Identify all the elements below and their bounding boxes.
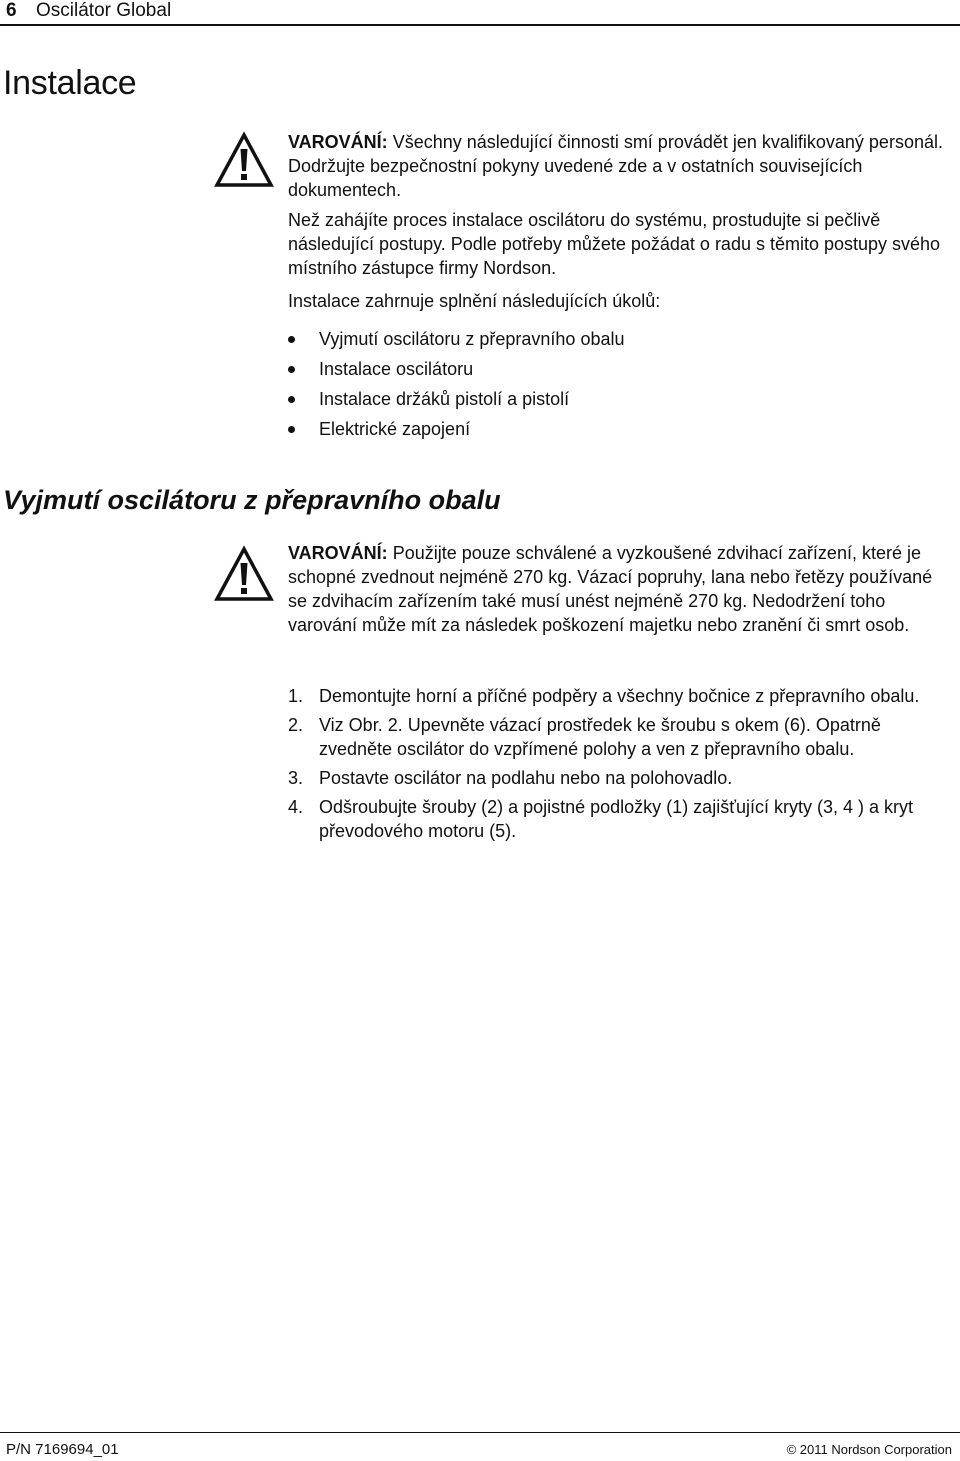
- list-item: [288, 387, 948, 417]
- list-item: [288, 327, 948, 357]
- header-title: Oscilátor Global: [36, 0, 172, 21]
- step-number: 2.: [288, 715, 304, 735]
- task-list: [288, 327, 948, 447]
- list-item-text: Vyjmutí oscilátoru z přepravního obalu: [319, 329, 625, 349]
- list-item: [288, 795, 948, 843]
- footer-copyright: © 2011 Nordson Corporation: [786, 1442, 952, 1457]
- warning-text-1: [288, 130, 948, 202]
- list-item: [288, 766, 948, 790]
- warning-label: VAROVÁNÍ:: [288, 132, 388, 152]
- warning-block-2: [288, 541, 948, 637]
- intro-paragraph-text: Než zahájíte proces instalace oscilátoru do systému, prostudujte si pečlivě následující postupy. Podle potřeby můžete požádat o radu s těmito postupy svého místního zástupce firmy Nordson.: [288, 210, 941, 278]
- warning-body: Všechny následující činnosti smí provádět jen kvalifikovaný personál. Dodržujte bezpečnostní pokyny uvedené zde a v ostatních souvisejících dokumentech.: [288, 132, 943, 200]
- list-item-text: Instalace držáků pistolí a pistolí: [319, 389, 570, 409]
- list-item-text: Elektrické zapojení: [319, 419, 471, 439]
- bullet-dot: [288, 426, 295, 433]
- list-item: [288, 417, 948, 447]
- step-text: Viz Obr. 2. Upevněte vázací prostředek ke šroubu s okem (6). Opatrně zvedněte oscilátor do vzpřímené polohy a ven z přepravního obalu.: [319, 715, 881, 759]
- step-number: 3.: [288, 768, 304, 788]
- warning-body: Použijte pouze schválené a vyzkoušené zdvihací zařízení, které je schopné zvednout nejméně 270 kg. Vázací popruhy, lana nebo řetězy používané se zdvihacím zařízením také musí unést nejméně 270 kg. Nedodržení toho varování může mít za následek poškození majetku nebo zranění či smrt osob.: [288, 543, 933, 635]
- section-heading-vyjmuti: Vyjmutí oscilátoru z přepravního obalu: [3, 485, 501, 515]
- list-item-text: Instalace oscilátoru: [319, 359, 474, 379]
- step-text: Odšroubujte šrouby (2) a pojistné podložky (1) zajišťující kryty (3, 4 ) a kryt převodového motoru (5).: [319, 797, 913, 841]
- warning-label: VAROVÁNÍ:: [288, 543, 388, 563]
- warning-triangle-icon: [213, 545, 275, 603]
- tasks-intro-text: Instalace zahrnuje splnění následujících úkolů:: [288, 291, 661, 311]
- list-item: [288, 684, 948, 708]
- list-item: [288, 357, 948, 387]
- section-heading-instalace: Instalace: [3, 64, 137, 102]
- step-number: 4.: [288, 797, 304, 817]
- page-number: 6: [6, 0, 17, 21]
- warning-triangle-icon: [213, 131, 275, 189]
- tasks-intro: [288, 289, 948, 313]
- step-list: [288, 684, 948, 843]
- footer-part-number: P/N 7169694_01: [6, 1441, 119, 1458]
- step-number: 1.: [288, 686, 304, 706]
- bullet-dot: [288, 366, 295, 373]
- step-text: Postavte oscilátor na podlahu nebo na polohovadlo.: [319, 768, 733, 788]
- step-text: Demontujte horní a příčné podpěry a všechny bočnice z přepravního obalu.: [319, 686, 920, 706]
- list-item: [288, 713, 948, 761]
- bullet-dot: [288, 396, 295, 403]
- page-header: [0, 0, 960, 26]
- warning-text-2: [288, 541, 948, 637]
- warning-block-1: [288, 130, 948, 202]
- header-rule: [0, 24, 960, 26]
- bullet-dot: [288, 336, 295, 343]
- footer-rule: [0, 1432, 960, 1433]
- intro-paragraph: [288, 208, 948, 280]
